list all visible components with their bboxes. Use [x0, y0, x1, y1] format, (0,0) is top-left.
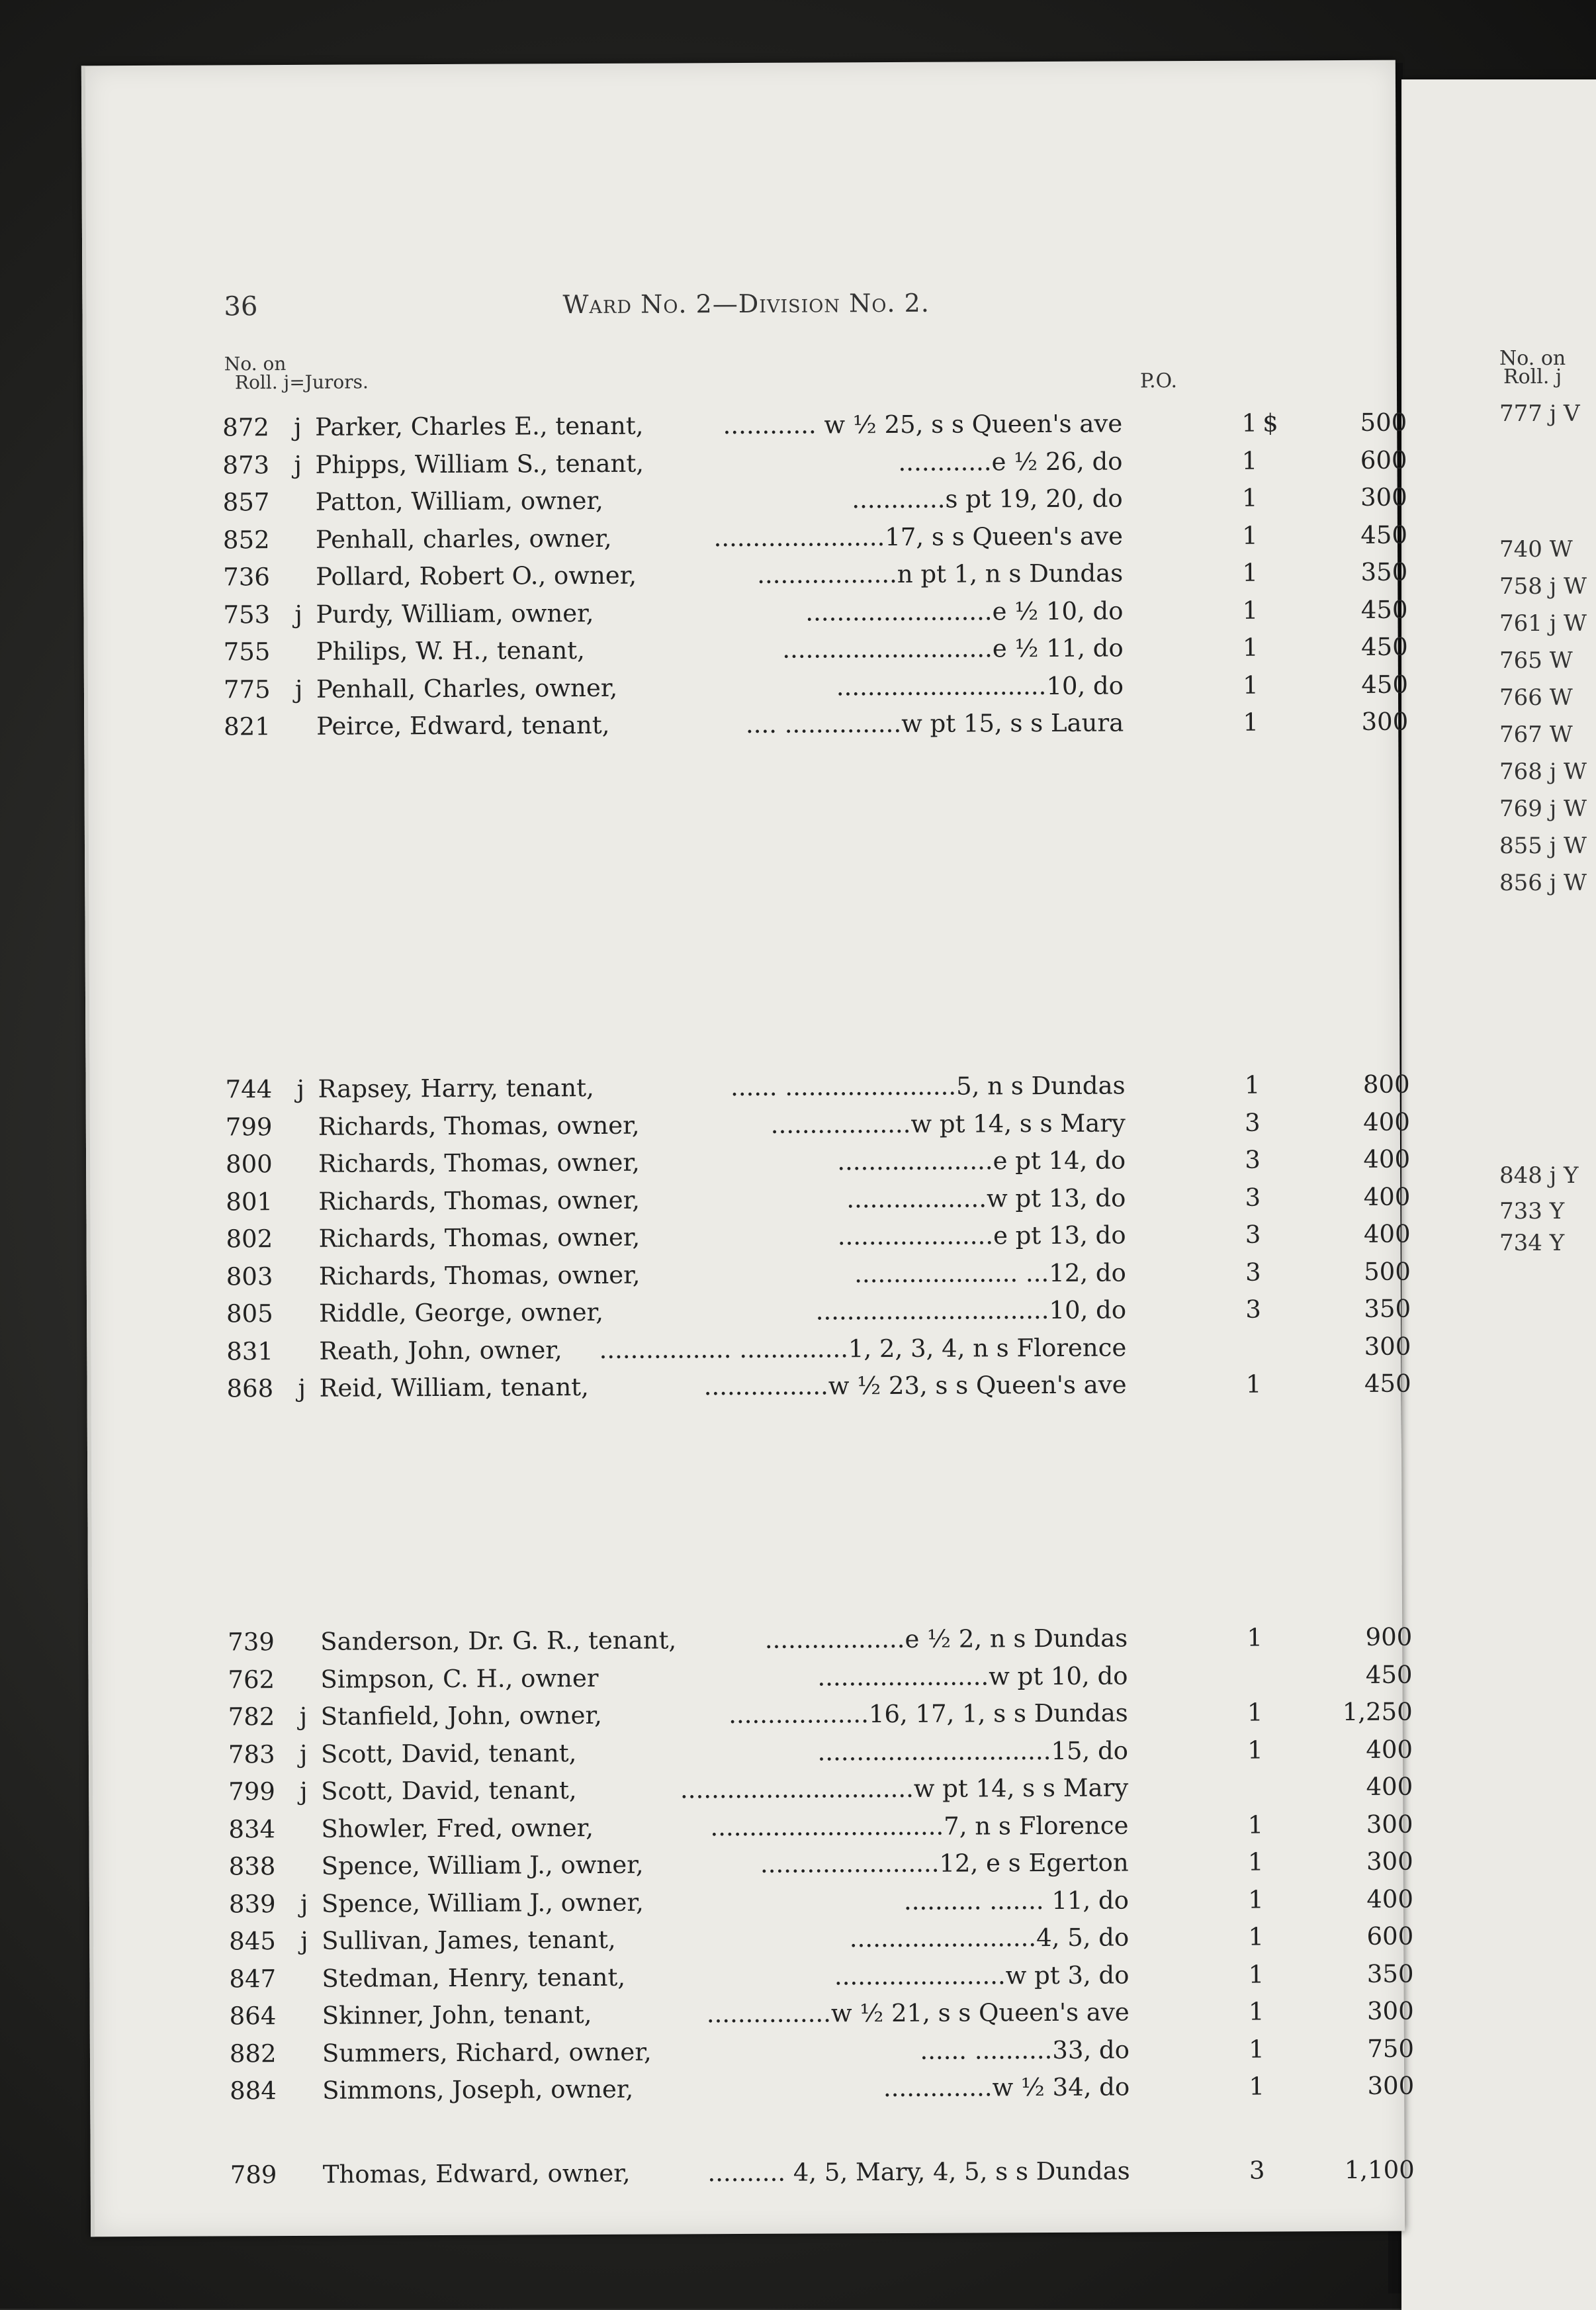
facing-line: 766 W: [1499, 684, 1573, 711]
entry-name: Pollard, Robert O., owner,: [316, 557, 637, 596]
assessed-value: 350: [1308, 554, 1407, 592]
roll-number: 789: [230, 2156, 290, 2194]
roll-number: 872: [222, 409, 282, 446]
property-description: ................. ..............1, 2, 3, 4, n s Florence: [599, 1329, 1126, 1368]
post-office: 1: [1230, 480, 1270, 517]
post-office: 1: [1230, 555, 1270, 592]
roll-entry-row: [229, 1918, 1420, 1961]
roll-number: 799: [228, 1773, 288, 1810]
roll-number: 802: [226, 1221, 285, 1258]
roll-number: 800: [226, 1146, 285, 1183]
roll-entry-row: [226, 1178, 1417, 1221]
entry-name: Simpson, C. H., owner: [320, 1659, 598, 1698]
post-office: 1: [1237, 2031, 1276, 2068]
document-page: [81, 60, 1405, 2237]
post-office: 1: [1235, 1732, 1275, 1769]
post-office: 3: [1233, 1217, 1272, 1254]
entry-name: Simmons, Joseph, owner,: [322, 2071, 633, 2109]
roll-number: 821: [224, 708, 283, 745]
assessed-value: 450: [1313, 1656, 1412, 1694]
facing-page: [1401, 79, 1596, 2310]
property-description: ..............w ½ 34, do: [883, 2068, 1130, 2107]
column-header-po: P.O.: [1140, 369, 1177, 393]
assessed-value: 300: [1315, 2068, 1414, 2105]
entry-name: Showler, Fred, owner,: [321, 1809, 594, 1847]
dollar-sign: $: [1263, 404, 1278, 441]
facing-line: 855 j W: [1499, 833, 1587, 859]
roll-entry-row: [230, 2068, 1421, 2110]
roll-entry-row: [228, 1656, 1419, 1698]
roll-number: 845: [229, 1923, 288, 1960]
roll-entry-row: [228, 1619, 1419, 1661]
entry-name: Thomas, Edward, owner,: [323, 2155, 631, 2194]
entry-name: Richards, Thomas, owner,: [318, 1107, 640, 1145]
entry-name: Riddle, George, owner,: [319, 1294, 603, 1332]
post-office: 1: [1237, 2068, 1276, 2105]
assessed-value: 600: [1314, 1918, 1413, 1956]
post-office: 1: [1232, 1067, 1272, 1104]
entry-name: Scott, David, tenant,: [321, 1735, 577, 1773]
assessed-value: 600: [1308, 441, 1407, 479]
title-division: Division No. 2.: [738, 289, 930, 318]
juror-mark: j: [294, 409, 310, 446]
post-office: 1: [1229, 442, 1269, 479]
title-separator: —: [713, 289, 738, 318]
entry-name: Rapsey, Harry, tenant,: [318, 1070, 594, 1108]
assessed-value: 300: [1309, 704, 1408, 741]
property-description: ......................w pt 3, do: [834, 1957, 1130, 1995]
roll-number: 884: [230, 2072, 289, 2109]
assessed-value: 1,250: [1313, 1694, 1413, 1732]
entry-name: Purdy, William, owner,: [316, 594, 594, 633]
post-office: 1: [1231, 667, 1270, 704]
entry-name: Richards, Thomas, owner,: [318, 1181, 640, 1220]
post-office: 3: [1233, 1142, 1272, 1179]
roll-number: 762: [228, 1661, 287, 1698]
roll-number: 782: [228, 1698, 288, 1735]
entry-name: Penhall, Charles, owner,: [316, 669, 617, 708]
property-description: ......................17, s s Queen's ave: [713, 518, 1123, 557]
property-description: ..............................w pt 14, s s Mary: [680, 1769, 1128, 1808]
post-office: 1: [1235, 1806, 1275, 1843]
assessed-value: 800: [1310, 1066, 1409, 1104]
assessed-value: 300: [1315, 1993, 1414, 2031]
post-office: 1: [1236, 1881, 1276, 1918]
roll-entry-row: [224, 704, 1415, 746]
roll-number: 755: [224, 633, 283, 670]
page-header: [86, 287, 1396, 332]
property-description: ..................... ...12, do: [854, 1254, 1126, 1293]
post-office: 3: [1233, 1179, 1272, 1216]
entry-name: Reid, William, tenant,: [319, 1369, 589, 1407]
roll-entry-row: [228, 1806, 1419, 1848]
roll-number: 739: [228, 1624, 287, 1661]
post-office: 1: [1233, 1366, 1273, 1403]
assessed-value: 450: [1311, 1365, 1411, 1403]
post-office: 1: [1231, 704, 1270, 741]
column-header-roll: [224, 354, 369, 392]
property-description: ...... ......................5, n s Dundas: [731, 1067, 1126, 1106]
property-description: ...... ..........33, do: [920, 2031, 1130, 2069]
juror-mark: j: [300, 1773, 316, 1810]
assessed-value: 450: [1308, 516, 1407, 554]
assessed-value: 400: [1311, 1141, 1410, 1179]
assessed-value: 500: [1308, 404, 1407, 442]
assessed-value: 300: [1313, 1806, 1413, 1843]
roll-entry-row: [228, 1769, 1419, 1811]
header-no-on: No. on: [224, 354, 369, 373]
header-roll-jurors: [224, 373, 369, 392]
post-office: 1: [1237, 1993, 1276, 2030]
property-description: ............s pt 19, 20, do: [852, 480, 1123, 518]
roll-entry-row: [230, 2152, 1421, 2194]
roll-entry-row: [223, 516, 1414, 559]
post-office: 1: [1236, 1956, 1276, 1993]
roll-number: 873: [222, 447, 282, 484]
post-office: 1: [1229, 405, 1269, 442]
roll-number: 801: [226, 1183, 285, 1221]
assessed-value: 400: [1313, 1731, 1413, 1769]
property-description: ..................w pt 14, s s Mary: [771, 1105, 1126, 1143]
roll-number: 783: [228, 1736, 288, 1773]
roll-number: 839: [229, 1886, 288, 1923]
assessed-value: 350: [1314, 1955, 1413, 1993]
juror-mark: j: [294, 446, 310, 483]
entry-name: Spence, William J., owner,: [322, 1884, 644, 1922]
roll-number: 753: [223, 596, 283, 633]
facing-line: 740 W: [1499, 536, 1573, 563]
assessed-value: 400: [1313, 1769, 1413, 1806]
assessed-value: 400: [1314, 1880, 1413, 1918]
juror-mark: j: [294, 596, 310, 633]
roll-entry-row: [224, 666, 1415, 708]
assessed-value: 900: [1313, 1619, 1412, 1657]
juror-mark: j: [300, 1885, 316, 1922]
entry-name: Richards, Thomas, owner,: [318, 1219, 640, 1258]
facing-page-header: [1499, 349, 1566, 387]
roll-entry-row: [229, 1880, 1420, 1923]
juror-mark: j: [300, 1735, 316, 1773]
roll-number: 857: [223, 484, 283, 521]
roll-entry-row: [223, 479, 1414, 522]
entry-name: Phipps, William S., tenant,: [315, 445, 644, 483]
assessed-value: 300: [1314, 1843, 1413, 1881]
juror-mark: j: [295, 670, 311, 708]
property-description: ......................w pt 10, do: [817, 1657, 1128, 1696]
property-description: ..............................15, do: [817, 1732, 1128, 1771]
post-office: 1: [1236, 1843, 1276, 1880]
facing-line: 761 j W: [1499, 610, 1587, 637]
property-description: ................w ½ 23, s s Queen's ave: [704, 1366, 1127, 1405]
property-description: ...........................e ½ 11, do: [782, 629, 1124, 668]
post-office: 3: [1233, 1291, 1273, 1328]
post-office: 1: [1230, 517, 1270, 554]
post-office: 1: [1235, 1620, 1274, 1657]
roll-entry-row: [223, 591, 1414, 633]
entry-name: Philips, W. H., tenant,: [316, 632, 585, 670]
facing-header-roll: Roll. j: [1499, 368, 1566, 387]
entry-name: Peirce, Edward, tenant,: [316, 707, 609, 745]
roll-number: 736: [223, 559, 283, 596]
entry-name: Sanderson, Dr. G. R., tenant,: [320, 1622, 676, 1660]
facing-line: 768 j W: [1499, 759, 1587, 785]
roll-entry-row: [230, 2030, 1421, 2072]
roll-number: 799: [226, 1109, 285, 1146]
entry-name: Sullivan, James, tenant,: [322, 1921, 616, 1960]
roll-number: 834: [228, 1811, 288, 1848]
property-description: .......... 4, 5, Mary, 4, 5, s s Dundas: [707, 2152, 1130, 2192]
facing-line: 734 Y: [1499, 1230, 1564, 1256]
header-jurors: j=Jurors.: [284, 371, 369, 393]
facing-line: 758 j W: [1499, 573, 1587, 600]
juror-mark: j: [298, 1370, 314, 1407]
entry-name: Stanfield, John, owner,: [321, 1697, 602, 1735]
assessed-value: 300: [1308, 479, 1407, 517]
roll-entry-row: [226, 1141, 1417, 1183]
facing-line: 767 W: [1499, 721, 1573, 748]
post-office: 1: [1231, 629, 1270, 667]
property-description: .......... ....... 11, do: [904, 1882, 1129, 1919]
property-description: ....................e pt 14, do: [837, 1142, 1126, 1180]
assessed-value: 300: [1311, 1328, 1411, 1365]
roll-number: 868: [226, 1370, 286, 1407]
entry-name: Patton, William, owner,: [316, 483, 603, 521]
assessed-value: 400: [1311, 1103, 1410, 1141]
property-description: ..................16, 17, 1, s s Dundas: [729, 1694, 1128, 1733]
header-roll: Roll.: [235, 371, 278, 393]
roll-entry-row: [225, 1066, 1416, 1109]
roll-entry-row: [226, 1328, 1417, 1370]
title-ward: Ward No. 2: [562, 289, 713, 319]
property-description: ..............................7, n s Florence: [710, 1807, 1128, 1846]
facing-line: 777 j V: [1499, 400, 1580, 427]
property-description: ..............................10, do: [816, 1291, 1127, 1330]
property-description: ............e ½ 26, do: [898, 443, 1122, 481]
roll-entry-row: [222, 404, 1413, 447]
roll-entry-row: [230, 1993, 1421, 2035]
roll-number: 864: [230, 1998, 289, 2035]
page-number: 36: [224, 291, 257, 322]
roll-entry-row: [222, 441, 1413, 484]
roll-number: 838: [229, 1848, 288, 1885]
entry-name: Reath, John, owner,: [319, 1332, 562, 1370]
property-description: ................w ½ 21, s s Queen's ave: [707, 1994, 1130, 2033]
property-description: ...........................10, do: [836, 667, 1124, 706]
roll-entry-row: [229, 1955, 1420, 1998]
roll-entry-row: [226, 1365, 1417, 1408]
facing-line: 848 j Y: [1499, 1162, 1579, 1189]
roll-entry-row: [226, 1216, 1417, 1258]
entry-name: Scott, David, tenant,: [321, 1772, 577, 1810]
property-description: ..................e ½ 2, n s Dundas: [765, 1620, 1128, 1658]
roll-entry-row: [228, 1731, 1419, 1773]
entry-name: Stedman, Henry, tenant,: [322, 1959, 625, 1997]
roll-number: 847: [229, 1961, 288, 1998]
facing-line: 769 j W: [1499, 796, 1587, 822]
assessed-value: 500: [1311, 1253, 1411, 1291]
post-office: 1: [1235, 1694, 1275, 1732]
running-title: [562, 289, 930, 319]
property-description: .......................12, e s Egerton: [760, 1844, 1129, 1882]
roll-entry-row: [224, 629, 1415, 671]
property-description: ..................n pt 1, n s Dundas: [757, 555, 1123, 593]
post-office: 3: [1237, 2152, 1277, 2189]
assessed-value: 350: [1311, 1291, 1411, 1328]
entry-name: Richards, Thomas, owner,: [318, 1144, 640, 1183]
entry-name: Spence, William J., owner,: [322, 1847, 644, 1885]
facing-line: 733 Y: [1499, 1198, 1564, 1224]
roll-number: 852: [223, 522, 283, 559]
entry-name: Summers, Richard, owner,: [322, 2033, 652, 2072]
assessed-value: 450: [1309, 629, 1408, 667]
entry-name: Richards, Thomas, owner,: [319, 1256, 641, 1295]
assessed-value: 400: [1311, 1216, 1410, 1254]
roll-number: 803: [226, 1258, 286, 1295]
post-office: 3: [1233, 1104, 1272, 1141]
facing-header-no-on: No. on: [1499, 349, 1566, 368]
property-description: ..................w pt 13, do: [846, 1179, 1126, 1218]
property-description: ............ w ½ 25, s s Queen's ave: [723, 405, 1122, 444]
property-description: ........................4, 5, do: [850, 1919, 1130, 1957]
entry-name: Penhall, charles, owner,: [316, 520, 612, 558]
roll-entry-row: [226, 1291, 1417, 1333]
assessed-value: 1,100: [1315, 2152, 1415, 2190]
assessed-value: 450: [1308, 591, 1407, 629]
entry-name: Skinner, John, tenant,: [322, 1996, 592, 2035]
roll-number: 882: [230, 2035, 289, 2072]
facing-line: 765 W: [1499, 647, 1573, 674]
roll-number: 831: [226, 1333, 286, 1370]
roll-number: 805: [226, 1295, 286, 1332]
juror-mark: j: [296, 1071, 312, 1108]
property-description: ........................e ½ 10, do: [805, 592, 1123, 631]
roll-entry-row: [226, 1253, 1417, 1295]
post-office: 1: [1230, 592, 1270, 629]
post-office: 3: [1233, 1254, 1273, 1291]
facing-line: 856 j W: [1499, 870, 1587, 896]
assessed-value: 750: [1315, 2030, 1414, 2068]
juror-mark: j: [300, 1698, 316, 1735]
property-description: .... ...............w pt 15, s s Laura: [746, 704, 1124, 743]
juror-mark: j: [300, 1923, 316, 1960]
assessed-value: 400: [1311, 1178, 1410, 1216]
assessed-value: 450: [1309, 666, 1408, 704]
roll-entry-row: [226, 1103, 1417, 1146]
property-description: ....................e pt 13, do: [838, 1217, 1126, 1255]
roll-entry-row: [223, 554, 1414, 596]
roll-entry-row: [228, 1694, 1419, 1736]
entry-name: Parker, Charles E., tenant,: [315, 408, 643, 446]
roll-number: 775: [224, 671, 283, 708]
roll-number: 744: [225, 1071, 285, 1108]
post-office: 1: [1236, 1918, 1276, 1955]
roll-entry-row: [229, 1843, 1420, 1886]
